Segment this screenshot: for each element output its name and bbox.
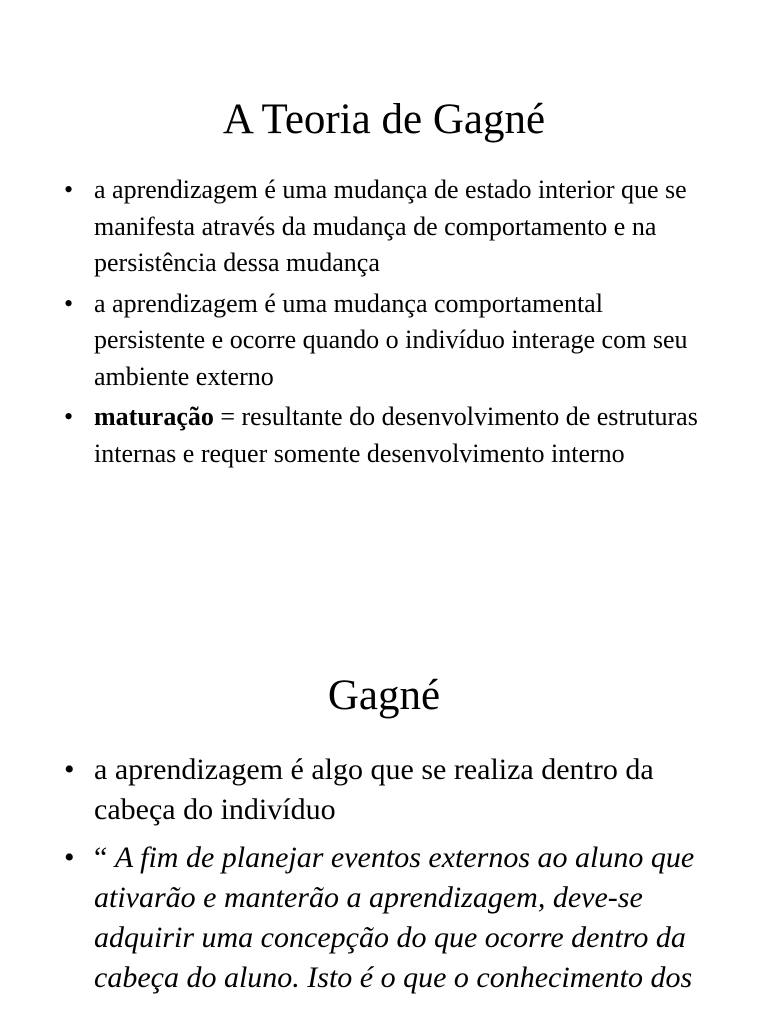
bullet-quote-text: A fim de planejar eventos externos ao aluno que ativarão e manterão a aprendizagem, deve-se adquirir uma concepção do que ocorre dentro da cabeça do aluno. Isto é o que o conhecimento dos xyxy=(94,841,695,994)
slide-title: A Teoria de Gagné xyxy=(222,96,546,143)
bullet-dot-icon: • xyxy=(64,402,74,431)
bullet-item xyxy=(64,286,714,396)
quote-mark: “ xyxy=(94,841,115,874)
bullet-item xyxy=(64,838,714,998)
bullet-dot-icon: • xyxy=(64,841,75,874)
slide-2 xyxy=(0,560,768,1024)
bullet-dot-icon: • xyxy=(64,175,74,204)
bullet-text: a aprendizagem é algo que se realiza dentro da cabeça do indivíduo xyxy=(94,753,654,826)
bullet-text: a aprendizagem é uma mudança comportamental persistente e ocorre quando o indivíduo interage com seu ambiente externo xyxy=(94,288,688,391)
bullet-dot-icon: • xyxy=(64,288,74,318)
bullet-list xyxy=(64,750,714,1006)
slide-title: Gagné xyxy=(327,672,441,719)
bullet-text: = resultante do desenvolvimento de estruturas internas e requer somente desenvolvimento interno xyxy=(94,402,698,468)
bullet-list xyxy=(64,172,714,476)
bullet-term: maturação xyxy=(94,402,214,431)
bullet-text: a aprendizagem é uma mudança de estado interior que se manifesta através da mudança de comportamento e na persistência dessa mudança xyxy=(94,175,687,277)
bullet-item xyxy=(64,172,714,282)
bullet-item xyxy=(64,750,714,830)
bullet-item xyxy=(64,399,714,472)
bullet-dot-icon: • xyxy=(64,753,75,786)
